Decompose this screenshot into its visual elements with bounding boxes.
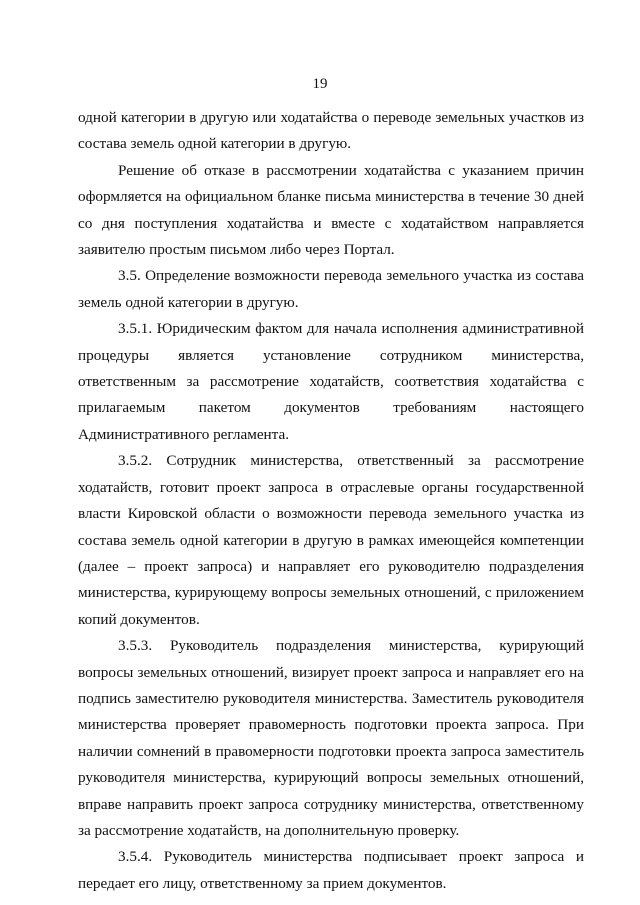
- document-body: [78, 105, 584, 897]
- paragraph-3-5-1: 3.5.1. Юридическим фактом для начала исполнения административной процедуры является установление сотрудником министерства, ответственным за рассмотрение ходатайств, соответствия ходатайства с прилагаемым пакетом документов требованиям настоящего Административного регламента.: [78, 320, 584, 443]
- paragraph-continuation: одной категории в другую или ходатайства о переводе земельных участков из состава земель одной категории в другую.: [78, 109, 584, 153]
- page-number: 19: [312, 76, 328, 92]
- paragraph-3-5-2: 3.5.2. Сотрудник министерства, ответственный за рассмотрение ходатайств, готовит проект запроса в отраслевые органы государственной власти Кировской области о возможности перевода земельного участка из состава земель одной категории в другую в рамках имеющейся компетенции (далее – проект запроса) и направляет его руководителю подразделения министерства, курирующему вопросы земельных отношений, с приложением копий документов.: [78, 452, 584, 628]
- paragraph-3-5-3: 3.5.3. Руководитель подразделения министерства, курирующий вопросы земельных отношений, визирует проект запроса и направляет его на подпись заместителю руководителя министерства. Заместитель руководителя министерства проверяет правомерность подготовки проекта запроса. При наличии сомнений в правомерности подготовки проекта запроса заместитель руководителя министерства, курирующий вопросы земельных отношений, вправе направить проект запроса сотруднику министерства, ответственному за рассмотрение ходатайств, на дополнительную проверку.: [78, 637, 584, 839]
- paragraph-3-5-4: 3.5.4. Руководитель министерства подписывает проект запроса и передает его лицу, ответственному за прием документов.: [78, 848, 584, 892]
- section-3-5-heading: 3.5. Определение возможности перевода земельного участка из состава земель одной категории в другую.: [78, 267, 584, 311]
- paragraph-refusal-decision: Решение об отказе в рассмотрении ходатайства с указанием причин оформляется на официальном бланке письма министерства в течение 30 дней со дня поступления ходатайства и вместе с ходатайством направляется заявителю простым письмом либо через Портал.: [78, 161, 584, 259]
